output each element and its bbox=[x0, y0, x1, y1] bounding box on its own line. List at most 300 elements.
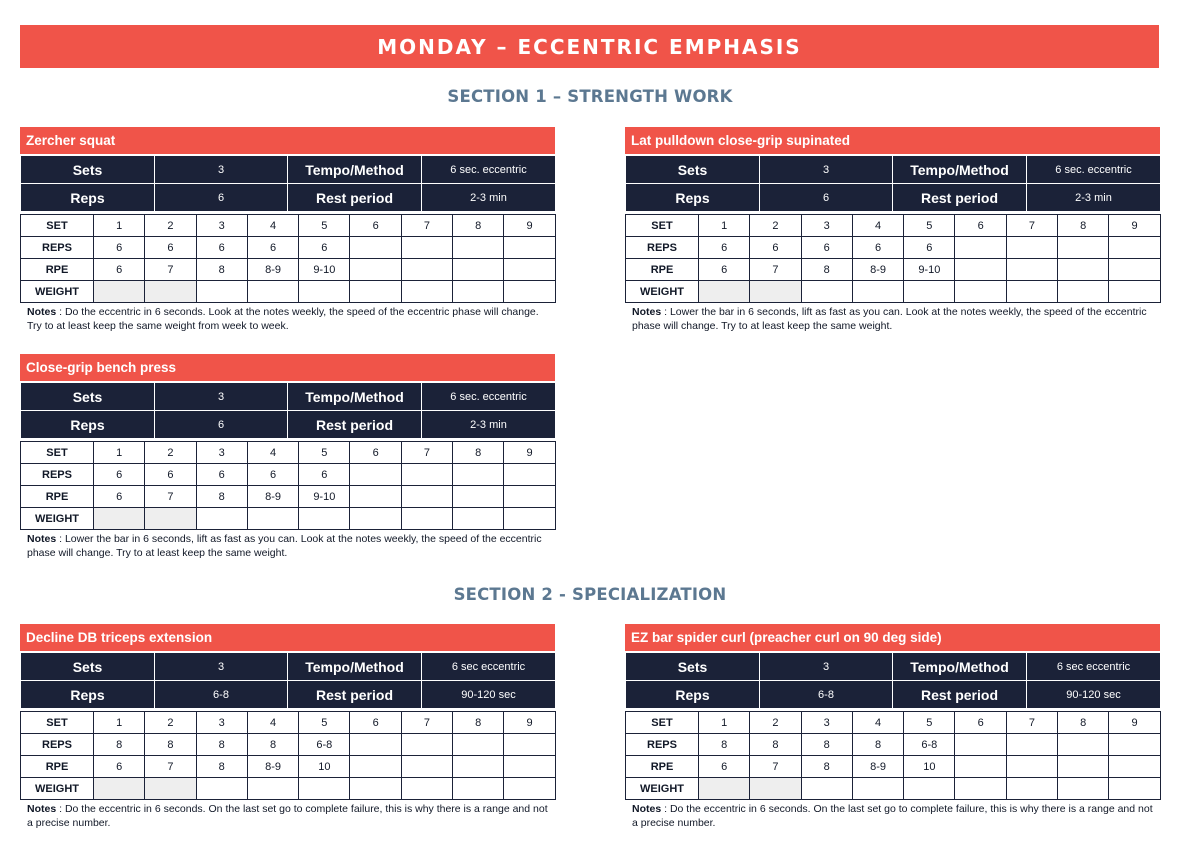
weight-cell[interactable] bbox=[801, 281, 852, 303]
rpe-cell[interactable] bbox=[453, 259, 504, 281]
reps-row bbox=[21, 734, 556, 756]
weight-cell[interactable] bbox=[1058, 281, 1109, 303]
rpe-cell[interactable]: 6 bbox=[94, 756, 145, 778]
set-number-cell: 8 bbox=[453, 442, 504, 464]
weight-cell[interactable] bbox=[145, 281, 196, 303]
reps-cell[interactable] bbox=[1109, 734, 1160, 756]
exercise-summary-table bbox=[625, 155, 1161, 212]
weight-cell[interactable] bbox=[1109, 778, 1160, 800]
rpe-row bbox=[626, 259, 1161, 281]
summary-row bbox=[626, 653, 1161, 681]
rpe-cell[interactable] bbox=[453, 486, 504, 508]
reps-label: Reps bbox=[21, 681, 155, 709]
weight-row-label: WEIGHT bbox=[626, 281, 699, 303]
set-number-row bbox=[626, 712, 1161, 734]
weight-cell[interactable] bbox=[453, 508, 504, 530]
exercise-summary-table bbox=[625, 652, 1161, 709]
set-number-cell: 2 bbox=[145, 442, 196, 464]
weight-cell[interactable] bbox=[247, 508, 298, 530]
weight-row bbox=[21, 778, 556, 800]
weight-row bbox=[21, 281, 556, 303]
reps-cell[interactable]: 6 bbox=[94, 464, 145, 486]
reps-cell[interactable] bbox=[1058, 734, 1109, 756]
set-number-cell: 1 bbox=[699, 712, 750, 734]
weight-row-label: WEIGHT bbox=[21, 508, 94, 530]
sets-label: Sets bbox=[626, 156, 760, 184]
reps-cell[interactable] bbox=[1058, 237, 1109, 259]
summary-row bbox=[21, 653, 556, 681]
reps-row-label: REPS bbox=[21, 237, 94, 259]
sets-value: 3 bbox=[760, 156, 893, 184]
set-number-cell: 3 bbox=[801, 215, 852, 237]
set-number-cell: 7 bbox=[401, 712, 452, 734]
rpe-cell[interactable] bbox=[1109, 259, 1160, 281]
reps-cell[interactable]: 6-8 bbox=[904, 734, 955, 756]
notes-label: Notes bbox=[27, 306, 57, 318]
weight-cell[interactable] bbox=[196, 778, 247, 800]
rpe-cell[interactable] bbox=[350, 259, 401, 281]
weight-cell[interactable] bbox=[350, 281, 401, 303]
weight-cell[interactable] bbox=[904, 281, 955, 303]
rpe-cell[interactable]: 6 bbox=[94, 486, 145, 508]
section-1-title: SECTION 1 – STRENGTH WORK bbox=[447, 87, 733, 106]
weight-cell[interactable] bbox=[247, 281, 298, 303]
set-number-cell: 5 bbox=[904, 712, 955, 734]
set-number-cell: 9 bbox=[1109, 712, 1160, 734]
reps-cell[interactable]: 6 bbox=[247, 237, 298, 259]
set-number-cell: 3 bbox=[196, 215, 247, 237]
weight-cell[interactable] bbox=[196, 508, 247, 530]
reps-cell[interactable] bbox=[504, 237, 555, 259]
set-number-row bbox=[21, 215, 556, 237]
set-number-cell: 9 bbox=[1109, 215, 1160, 237]
reps-label: Reps bbox=[21, 411, 155, 439]
rpe-row-label: RPE bbox=[626, 259, 699, 281]
exercise-card-lat-pulldown bbox=[625, 127, 1160, 333]
exercise-card-spider-curl bbox=[625, 624, 1160, 830]
weight-cell[interactable] bbox=[299, 508, 350, 530]
set-number-cell: 3 bbox=[196, 442, 247, 464]
reps-cell[interactable]: 8 bbox=[750, 734, 801, 756]
rpe-cell[interactable] bbox=[401, 756, 452, 778]
rpe-cell[interactable] bbox=[1058, 756, 1109, 778]
rpe-cell[interactable]: 7 bbox=[750, 756, 801, 778]
set-log-table bbox=[625, 711, 1161, 800]
rpe-cell[interactable] bbox=[401, 259, 452, 281]
set-number-cell: 9 bbox=[504, 442, 555, 464]
rpe-cell[interactable]: 7 bbox=[750, 259, 801, 281]
set-number-cell: 7 bbox=[1006, 712, 1057, 734]
reps-value: 6 bbox=[155, 411, 288, 439]
reps-cell[interactable] bbox=[1109, 237, 1160, 259]
weight-row bbox=[626, 778, 1161, 800]
rpe-cell[interactable]: 8-9 bbox=[247, 259, 298, 281]
tempo-label: Tempo/Method bbox=[893, 653, 1027, 681]
set-log-table bbox=[20, 214, 556, 303]
set-row-label: SET bbox=[21, 215, 94, 237]
weight-cell[interactable] bbox=[852, 778, 903, 800]
reps-cell[interactable] bbox=[401, 237, 452, 259]
rest-label: Rest period bbox=[288, 681, 422, 709]
rpe-cell[interactable]: 8 bbox=[801, 756, 852, 778]
weight-cell[interactable] bbox=[852, 281, 903, 303]
weight-cell[interactable] bbox=[145, 508, 196, 530]
rpe-cell[interactable] bbox=[1109, 756, 1160, 778]
notes-label: Notes bbox=[27, 803, 57, 815]
weight-cell[interactable] bbox=[955, 778, 1006, 800]
rpe-row bbox=[21, 259, 556, 281]
set-number-cell: 5 bbox=[299, 215, 350, 237]
reps-cell[interactable]: 6 bbox=[247, 464, 298, 486]
weight-row-label: WEIGHT bbox=[626, 778, 699, 800]
tempo-label: Tempo/Method bbox=[288, 383, 422, 411]
tempo-label: Tempo/Method bbox=[893, 156, 1027, 184]
set-number-cell: 2 bbox=[750, 712, 801, 734]
rest-value: 2-3 min bbox=[422, 411, 556, 439]
reps-cell[interactable]: 6 bbox=[94, 237, 145, 259]
reps-cell[interactable]: 6 bbox=[852, 237, 903, 259]
sets-value: 3 bbox=[155, 156, 288, 184]
reps-cell[interactable]: 8 bbox=[94, 734, 145, 756]
rpe-row-label: RPE bbox=[21, 756, 94, 778]
rpe-cell[interactable]: 8-9 bbox=[247, 756, 298, 778]
exercise-notes bbox=[625, 800, 1160, 830]
weight-cell[interactable] bbox=[801, 778, 852, 800]
weight-cell[interactable] bbox=[94, 281, 145, 303]
sets-label: Sets bbox=[21, 383, 155, 411]
rpe-cell[interactable]: 9-10 bbox=[299, 259, 350, 281]
reps-cell[interactable] bbox=[350, 734, 401, 756]
reps-cell[interactable]: 6-8 bbox=[299, 734, 350, 756]
weight-cell[interactable] bbox=[750, 281, 801, 303]
reps-cell[interactable]: 6 bbox=[750, 237, 801, 259]
set-row-label: SET bbox=[21, 712, 94, 734]
reps-cell[interactable] bbox=[453, 734, 504, 756]
section-2-title: SECTION 2 - SPECIALIZATION bbox=[453, 585, 727, 604]
set-number-cell: 7 bbox=[401, 215, 452, 237]
reps-cell[interactable]: 6 bbox=[904, 237, 955, 259]
rpe-cell[interactable]: 8-9 bbox=[852, 756, 903, 778]
rest-value: 2-3 min bbox=[1027, 184, 1161, 212]
rpe-row-label: RPE bbox=[21, 259, 94, 281]
summary-row bbox=[626, 156, 1161, 184]
set-number-cell: 1 bbox=[94, 215, 145, 237]
set-number-cell: 5 bbox=[299, 442, 350, 464]
weight-cell[interactable] bbox=[1109, 281, 1160, 303]
rpe-cell[interactable]: 8-9 bbox=[852, 259, 903, 281]
set-log-table bbox=[20, 441, 556, 530]
reps-row-label: REPS bbox=[626, 237, 699, 259]
reps-cell[interactable] bbox=[955, 237, 1006, 259]
reps-cell[interactable]: 6 bbox=[699, 237, 750, 259]
reps-cell[interactable]: 6 bbox=[299, 464, 350, 486]
set-log-table bbox=[20, 711, 556, 800]
weight-cell[interactable] bbox=[145, 778, 196, 800]
weight-cell[interactable] bbox=[196, 281, 247, 303]
set-number-cell: 9 bbox=[504, 712, 555, 734]
reps-cell[interactable]: 6 bbox=[196, 464, 247, 486]
notes-text: : Lower the bar in 6 seconds, lift as fast as you can. Look at the notes weekly, the speed of the eccentric phase will change. Try to at least keep the same weight. bbox=[27, 533, 542, 559]
exercise-notes bbox=[20, 800, 555, 830]
set-number-cell: 4 bbox=[852, 712, 903, 734]
rpe-cell[interactable]: 6 bbox=[699, 756, 750, 778]
rpe-cell[interactable]: 9-10 bbox=[299, 486, 350, 508]
exercise-title: Decline DB triceps extension bbox=[20, 624, 555, 651]
reps-cell[interactable]: 6 bbox=[145, 464, 196, 486]
weight-cell[interactable] bbox=[350, 778, 401, 800]
reps-cell[interactable] bbox=[453, 464, 504, 486]
rpe-cell[interactable] bbox=[955, 259, 1006, 281]
sets-value: 3 bbox=[155, 383, 288, 411]
rest-label: Rest period bbox=[288, 411, 422, 439]
set-number-cell: 1 bbox=[94, 442, 145, 464]
weight-cell[interactable] bbox=[299, 778, 350, 800]
rpe-row bbox=[626, 756, 1161, 778]
reps-row bbox=[626, 237, 1161, 259]
reps-row-label: REPS bbox=[21, 464, 94, 486]
set-number-cell: 2 bbox=[145, 215, 196, 237]
weight-cell[interactable] bbox=[1006, 281, 1057, 303]
notes-text: : Lower the bar in 6 seconds, lift as fast as you can. Look at the notes weekly, the speed of the eccentric phase will change. Try to at least keep the same weight. bbox=[632, 306, 1147, 332]
reps-label: Reps bbox=[626, 681, 760, 709]
set-number-cell: 8 bbox=[1058, 712, 1109, 734]
weight-row-label: WEIGHT bbox=[21, 778, 94, 800]
set-number-cell: 5 bbox=[299, 712, 350, 734]
summary-row bbox=[21, 156, 556, 184]
rpe-cell[interactable] bbox=[453, 756, 504, 778]
rpe-cell[interactable] bbox=[350, 756, 401, 778]
rest-label: Rest period bbox=[893, 184, 1027, 212]
set-row-label: SET bbox=[626, 712, 699, 734]
sets-value: 3 bbox=[760, 653, 893, 681]
notes-text: : Do the eccentric in 6 seconds. On the last set go to complete failure, this is why there is a range and not a precise number. bbox=[632, 803, 1153, 829]
weight-cell[interactable] bbox=[401, 508, 452, 530]
sets-label: Sets bbox=[626, 653, 760, 681]
exercise-summary-table bbox=[20, 652, 556, 709]
set-number-cell: 1 bbox=[699, 215, 750, 237]
tempo-value: 6 sec. eccentric bbox=[1027, 156, 1161, 184]
rpe-cell[interactable]: 10 bbox=[299, 756, 350, 778]
set-log-table bbox=[625, 214, 1161, 303]
page-title: MONDAY – ECCENTRIC EMPHASIS bbox=[377, 34, 802, 59]
summary-row bbox=[626, 681, 1161, 709]
weight-cell[interactable] bbox=[904, 778, 955, 800]
weight-cell[interactable] bbox=[350, 508, 401, 530]
weight-cell[interactable] bbox=[1058, 778, 1109, 800]
reps-cell[interactable]: 8 bbox=[852, 734, 903, 756]
weight-cell[interactable] bbox=[504, 281, 555, 303]
reps-row bbox=[626, 734, 1161, 756]
reps-cell[interactable] bbox=[350, 464, 401, 486]
rpe-cell[interactable]: 6 bbox=[699, 259, 750, 281]
summary-row bbox=[21, 411, 556, 439]
rpe-cell[interactable]: 8 bbox=[196, 259, 247, 281]
rpe-cell[interactable] bbox=[401, 486, 452, 508]
exercise-title: Zercher squat bbox=[20, 127, 555, 154]
tempo-value: 6 sec. eccentric bbox=[422, 156, 556, 184]
weight-row bbox=[21, 508, 556, 530]
rpe-cell[interactable] bbox=[1058, 259, 1109, 281]
set-number-cell: 6 bbox=[955, 712, 1006, 734]
reps-row-label: REPS bbox=[21, 734, 94, 756]
weight-cell[interactable] bbox=[504, 508, 555, 530]
weight-cell[interactable] bbox=[504, 778, 555, 800]
tempo-value: 6 sec eccentric bbox=[422, 653, 556, 681]
exercise-title: Lat pulldown close-grip supinated bbox=[625, 127, 1160, 154]
rpe-cell[interactable] bbox=[504, 756, 555, 778]
set-number-cell: 8 bbox=[1058, 215, 1109, 237]
set-number-cell: 9 bbox=[504, 215, 555, 237]
rpe-cell[interactable] bbox=[955, 756, 1006, 778]
reps-cell[interactable] bbox=[504, 464, 555, 486]
exercise-summary-table bbox=[20, 155, 556, 212]
rpe-cell[interactable]: 10 bbox=[904, 756, 955, 778]
weight-cell[interactable] bbox=[299, 281, 350, 303]
notes-text: : Do the eccentric in 6 seconds. Look at the notes weekly, the speed of the eccentric phase will change. Try to at least keep the same weight from week to week. bbox=[27, 306, 539, 332]
exercise-card-close-grip-bench bbox=[20, 354, 555, 560]
tempo-value: 6 sec. eccentric bbox=[422, 383, 556, 411]
weight-cell[interactable] bbox=[453, 281, 504, 303]
set-number-cell: 2 bbox=[750, 215, 801, 237]
rpe-row bbox=[21, 756, 556, 778]
sets-label: Sets bbox=[21, 156, 155, 184]
set-number-cell: 7 bbox=[1006, 215, 1057, 237]
set-number-row bbox=[21, 442, 556, 464]
rpe-cell[interactable] bbox=[1006, 756, 1057, 778]
reps-cell[interactable]: 6 bbox=[196, 237, 247, 259]
rpe-cell[interactable]: 7 bbox=[145, 756, 196, 778]
rpe-cell[interactable]: 8 bbox=[801, 259, 852, 281]
reps-cell[interactable] bbox=[350, 237, 401, 259]
reps-value: 6-8 bbox=[760, 681, 893, 709]
reps-cell[interactable] bbox=[955, 734, 1006, 756]
rest-value: 90-120 sec bbox=[422, 681, 556, 709]
page-title-banner bbox=[20, 25, 1159, 68]
reps-value: 6 bbox=[760, 184, 893, 212]
summary-row bbox=[21, 383, 556, 411]
set-row-label: SET bbox=[21, 442, 94, 464]
reps-cell[interactable]: 6 bbox=[299, 237, 350, 259]
rest-label: Rest period bbox=[893, 681, 1027, 709]
reps-value: 6 bbox=[155, 184, 288, 212]
reps-value: 6-8 bbox=[155, 681, 288, 709]
rpe-cell[interactable]: 7 bbox=[145, 486, 196, 508]
rpe-cell[interactable]: 7 bbox=[145, 259, 196, 281]
set-number-cell: 4 bbox=[247, 215, 298, 237]
reps-cell[interactable]: 8 bbox=[196, 734, 247, 756]
exercise-notes bbox=[20, 530, 555, 560]
sets-label: Sets bbox=[21, 653, 155, 681]
rpe-cell[interactable]: 8 bbox=[196, 756, 247, 778]
reps-cell[interactable]: 6 bbox=[145, 237, 196, 259]
rpe-cell[interactable] bbox=[350, 486, 401, 508]
weight-cell[interactable] bbox=[94, 778, 145, 800]
set-number-row bbox=[626, 215, 1161, 237]
weight-row-label: WEIGHT bbox=[21, 281, 94, 303]
weight-cell[interactable] bbox=[453, 778, 504, 800]
tempo-label: Tempo/Method bbox=[288, 653, 422, 681]
weight-cell[interactable] bbox=[247, 778, 298, 800]
set-number-cell: 2 bbox=[145, 712, 196, 734]
reps-label: Reps bbox=[21, 184, 155, 212]
rest-value: 90-120 sec bbox=[1027, 681, 1161, 709]
reps-row-label: REPS bbox=[626, 734, 699, 756]
weight-cell[interactable] bbox=[750, 778, 801, 800]
weight-cell[interactable] bbox=[955, 281, 1006, 303]
rest-label: Rest period bbox=[288, 184, 422, 212]
rpe-row-label: RPE bbox=[626, 756, 699, 778]
rpe-row-label: RPE bbox=[21, 486, 94, 508]
rpe-cell[interactable] bbox=[504, 259, 555, 281]
set-number-cell: 4 bbox=[852, 215, 903, 237]
reps-cell[interactable] bbox=[1006, 237, 1057, 259]
rpe-cell[interactable]: 6 bbox=[94, 259, 145, 281]
summary-row bbox=[21, 681, 556, 709]
reps-label: Reps bbox=[626, 184, 760, 212]
exercise-card-zercher-squat bbox=[20, 127, 555, 333]
rest-value: 2-3 min bbox=[422, 184, 556, 212]
reps-cell[interactable] bbox=[504, 734, 555, 756]
rpe-cell[interactable] bbox=[1006, 259, 1057, 281]
reps-cell[interactable]: 8 bbox=[247, 734, 298, 756]
rpe-cell[interactable]: 8-9 bbox=[247, 486, 298, 508]
notes-label: Notes bbox=[632, 306, 662, 318]
reps-cell[interactable] bbox=[1006, 734, 1057, 756]
set-number-row bbox=[21, 712, 556, 734]
set-number-cell: 7 bbox=[401, 442, 452, 464]
exercise-card-decline-triceps bbox=[20, 624, 555, 830]
weight-cell[interactable] bbox=[699, 281, 750, 303]
set-number-cell: 3 bbox=[801, 712, 852, 734]
reps-cell[interactable]: 6 bbox=[801, 237, 852, 259]
weight-cell[interactable] bbox=[94, 508, 145, 530]
set-number-cell: 3 bbox=[196, 712, 247, 734]
rpe-cell[interactable] bbox=[504, 486, 555, 508]
set-number-cell: 4 bbox=[247, 442, 298, 464]
reps-cell[interactable] bbox=[453, 237, 504, 259]
set-number-cell: 4 bbox=[247, 712, 298, 734]
exercise-summary-table bbox=[20, 382, 556, 439]
weight-cell[interactable] bbox=[401, 778, 452, 800]
reps-cell[interactable]: 8 bbox=[699, 734, 750, 756]
exercise-notes bbox=[625, 303, 1160, 333]
reps-row bbox=[21, 464, 556, 486]
rpe-cell[interactable]: 8 bbox=[196, 486, 247, 508]
exercise-title: EZ bar spider curl (preacher curl on 90 deg side) bbox=[625, 624, 1160, 651]
weight-row bbox=[626, 281, 1161, 303]
set-number-cell: 6 bbox=[350, 215, 401, 237]
tempo-value: 6 sec eccentric bbox=[1027, 653, 1161, 681]
reps-cell[interactable]: 8 bbox=[145, 734, 196, 756]
weight-cell[interactable] bbox=[401, 281, 452, 303]
reps-cell[interactable]: 8 bbox=[801, 734, 852, 756]
notes-text: : Do the eccentric in 6 seconds. On the last set go to complete failure, this is why there is a range and not a precise number. bbox=[27, 803, 548, 829]
weight-cell[interactable] bbox=[699, 778, 750, 800]
set-row-label: SET bbox=[626, 215, 699, 237]
set-number-cell: 8 bbox=[453, 712, 504, 734]
set-number-cell: 8 bbox=[453, 215, 504, 237]
notes-label: Notes bbox=[27, 533, 57, 545]
reps-cell[interactable] bbox=[401, 464, 452, 486]
rpe-cell[interactable]: 9-10 bbox=[904, 259, 955, 281]
exercise-notes bbox=[20, 303, 555, 333]
set-number-cell: 6 bbox=[350, 442, 401, 464]
reps-cell[interactable] bbox=[401, 734, 452, 756]
weight-cell[interactable] bbox=[1006, 778, 1057, 800]
notes-label: Notes bbox=[632, 803, 662, 815]
rpe-row bbox=[21, 486, 556, 508]
tempo-label: Tempo/Method bbox=[288, 156, 422, 184]
